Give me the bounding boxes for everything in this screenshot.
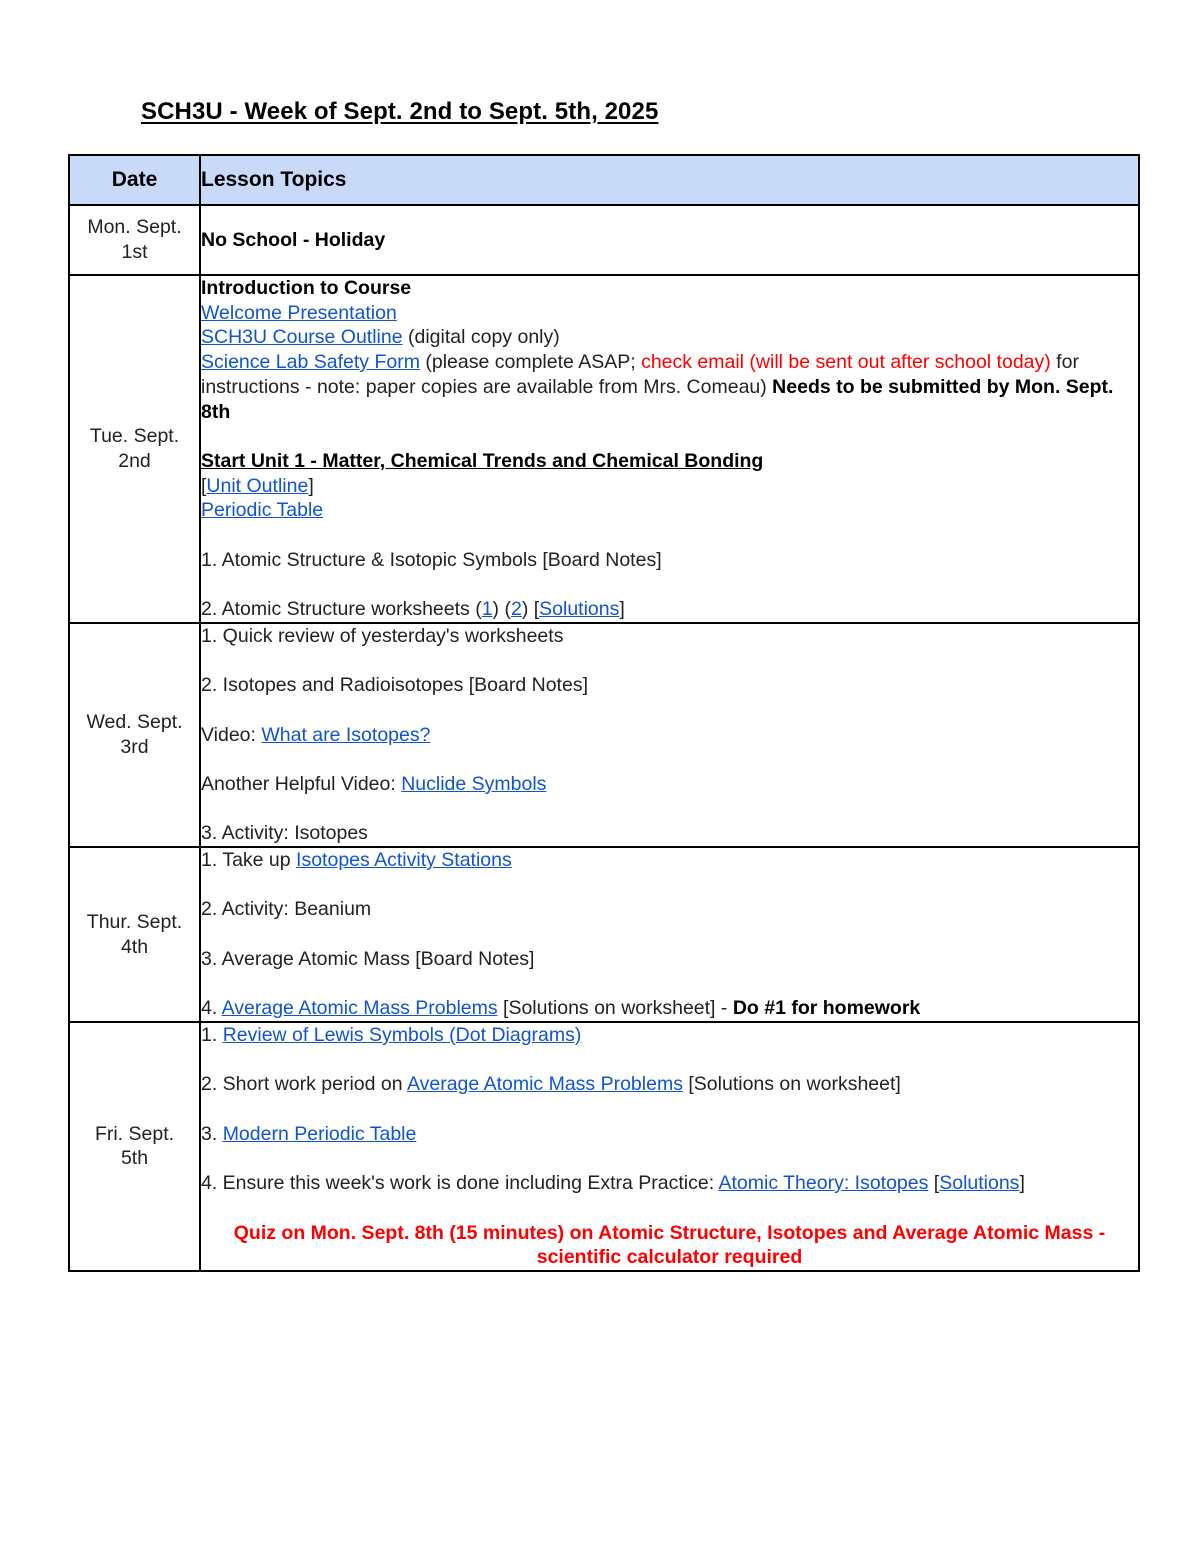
- course-outline-link[interactable]: SCH3U Course Outline: [201, 326, 403, 349]
- date-cell-mon: [69, 205, 200, 275]
- header-date: Date: [69, 155, 200, 205]
- lesson-item: 2. Isotopes and Radioisotopes [Board Notes]: [201, 674, 588, 697]
- lesson-item: 1. Quick review of yesterday's worksheets: [201, 624, 564, 647]
- worksheet-1-link[interactable]: 1: [481, 598, 493, 621]
- welcome-presentation-link[interactable]: Welcome Presentation: [201, 301, 397, 324]
- lesson-item-text: 2. Short work period on: [201, 1073, 407, 1096]
- table-row-mon: [69, 205, 1139, 275]
- table-header-row: [69, 155, 1139, 205]
- unit-outline-link[interactable]: Unit Outline: [206, 474, 309, 497]
- topic-cell-thu: [200, 847, 1139, 1022]
- lesson-item: 3. Average Atomic Mass [Board Notes]: [201, 947, 535, 970]
- holiday-text: No School - Holiday: [201, 228, 386, 251]
- lesson-item-text: ) [: [521, 598, 540, 621]
- safety-note: (please complete ASAP;: [419, 351, 642, 374]
- lesson-item-text: [: [928, 1172, 940, 1195]
- lesson-item-text: [Solutions on worksheet] -: [497, 997, 733, 1020]
- lesson-item-text: ]: [619, 598, 625, 621]
- intro-heading: Introduction to Course: [201, 277, 412, 299]
- date-cell-wed: [69, 623, 200, 847]
- lesson-item-text: 4.: [201, 997, 222, 1020]
- schedule-table: [68, 154, 1140, 1272]
- isotopes-video-link[interactable]: What are Isotopes?: [261, 723, 431, 746]
- average-atomic-mass-problems-link[interactable]: Average Atomic Mass Problems: [221, 997, 498, 1020]
- lesson-item-text: 3.: [201, 1122, 223, 1145]
- lesson-item-text: 2. Atomic Structure worksheets (: [201, 598, 482, 621]
- bracket: ]: [308, 474, 314, 497]
- date-line: 3rd: [120, 735, 149, 758]
- date-line: Fri. Sept.: [94, 1122, 175, 1145]
- safety-instructions: for instructions - note: paper copies are available from Mrs. Comeau): [201, 351, 1079, 398]
- topic-cell-fri: [200, 1022, 1139, 1271]
- average-atomic-mass-problems-link[interactable]: Average Atomic Mass Problems: [406, 1073, 683, 1096]
- table-row-tue: [69, 275, 1139, 623]
- check-email-note: check email (will be sent out after school today): [641, 351, 1051, 374]
- modern-periodic-table-link[interactable]: Modern Periodic Table: [222, 1122, 417, 1145]
- unit-heading: Start Unit 1 - Matter, Chemical Trends and Chemical Bonding: [201, 449, 764, 472]
- lesson-item-text: [Solutions on worksheet]: [682, 1073, 901, 1096]
- header-lesson-topics: Lesson Topics: [200, 155, 1139, 205]
- quiz-announcement: Quiz on Mon. Sept. 8th (15 minutes) on Atomic Structure, Isotopes and Average Atomic Mass - scientific calculator required: [233, 1221, 1106, 1269]
- date-cell-tue: [69, 275, 200, 623]
- submission-deadline: Needs to be submitted by Mon. Sept. 8th: [201, 375, 1114, 423]
- lesson-item: 2. Activity: Beanium: [201, 898, 372, 921]
- topic-cell-mon: [200, 205, 1139, 275]
- date-line: 4th: [120, 935, 149, 958]
- date-line: Mon. Sept.: [87, 216, 182, 239]
- outline-note: (digital copy only): [402, 326, 560, 349]
- date-line: Wed. Sept.: [86, 711, 183, 734]
- solutions-link[interactable]: Solutions: [939, 1172, 1020, 1195]
- date-line: 5th: [120, 1147, 149, 1170]
- lesson-item-text: 1.: [201, 1023, 223, 1046]
- date-line: 2nd: [118, 449, 151, 472]
- atomic-theory-isotopes-link[interactable]: Atomic Theory: Isotopes: [718, 1172, 929, 1195]
- video-label: Video:: [201, 723, 262, 746]
- lesson-item-text: 4. Ensure this week's work is done including Extra Practice:: [201, 1172, 719, 1195]
- date-cell-thu: [69, 847, 200, 1022]
- table-row-wed: [69, 623, 1139, 847]
- date-cell-fri: [69, 1022, 200, 1271]
- solutions-link[interactable]: Solutions: [539, 598, 620, 621]
- page-title: SCH3U - Week of Sept. 2nd to Sept. 5th, 2025: [141, 98, 659, 125]
- topic-cell-tue: [200, 275, 1139, 623]
- lewis-symbols-link[interactable]: Review of Lewis Symbols (Dot Diagrams): [222, 1023, 582, 1046]
- table-row-thu: [69, 847, 1139, 1022]
- nuclide-symbols-link[interactable]: Nuclide Symbols: [401, 772, 547, 795]
- isotopes-activity-stations-link[interactable]: Isotopes Activity Stations: [296, 849, 512, 872]
- homework-note: Do #1 for homework: [732, 997, 921, 1020]
- lesson-item-text: ) (: [492, 598, 511, 621]
- worksheet-2-link[interactable]: 2: [510, 598, 522, 621]
- bracket: [: [201, 474, 207, 497]
- lesson-item-text: ]: [1019, 1172, 1025, 1195]
- date-line: 1st: [121, 241, 148, 263]
- lesson-item: 3. Activity: Isotopes: [201, 822, 368, 845]
- date-line: Thur. Sept.: [86, 910, 183, 933]
- video-label: Another Helpful Video:: [201, 772, 402, 795]
- lesson-item-text: 1. Take up: [201, 849, 297, 872]
- periodic-table-link[interactable]: Periodic Table: [201, 499, 324, 522]
- topic-cell-wed: [200, 623, 1139, 847]
- date-line: Tue. Sept.: [89, 425, 180, 448]
- lesson-item: 1. Atomic Structure & Isotopic Symbols [Board Notes]: [201, 548, 662, 571]
- lab-safety-form-link[interactable]: Science Lab Safety Form: [201, 351, 420, 374]
- table-row-fri: [69, 1022, 1139, 1271]
